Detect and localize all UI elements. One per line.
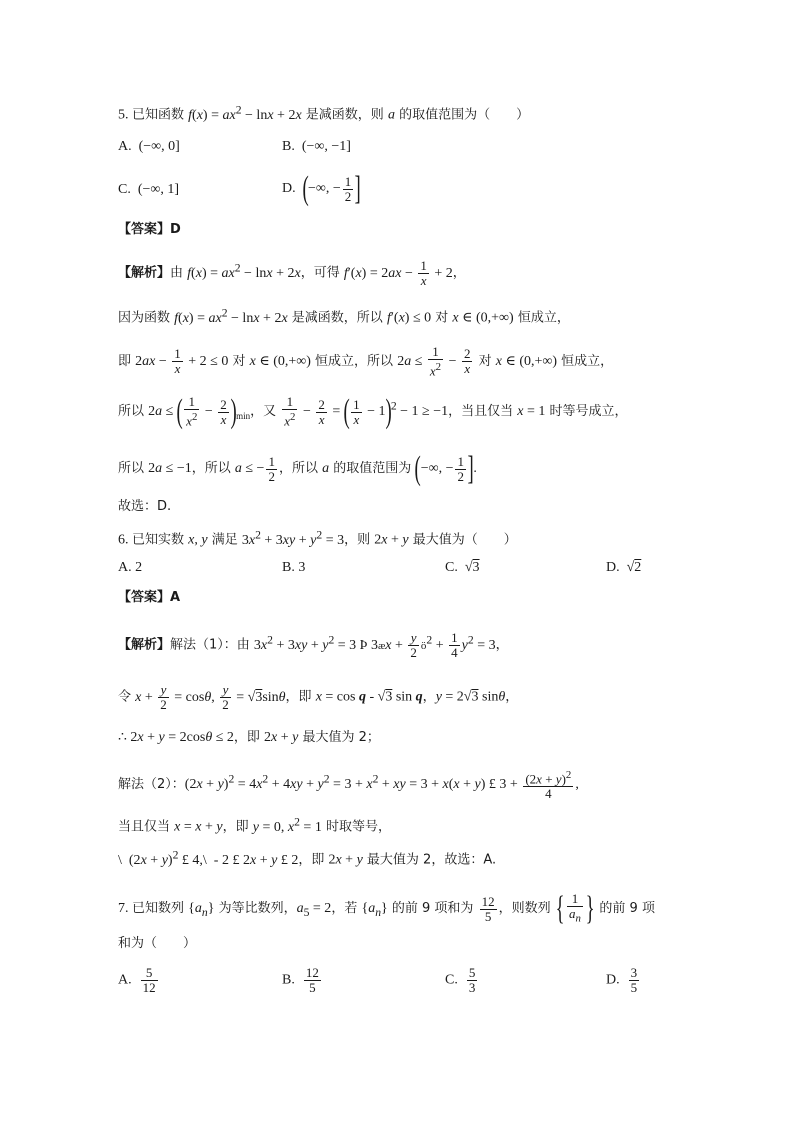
q6-analysis-line-2: 令 x + $\frac{y}{2}$ = cosθ, $\frac{y}{2}$ = √3sinθ，即 x = cos q - √3 sin q，y = 2√3 sinθ， (118, 682, 519, 712)
q5-stem: 5. 已知函数 $f(x) = ax^2 - \ln x + 2x$ 是减函数，则 a 的取值范围为（ ） (118, 103, 530, 123)
q7-option-c[interactable]: C. $\frac{5}{3}$ (445, 965, 476, 995)
q7-option-d[interactable]: D. $\frac{3}{5}$ (606, 965, 638, 995)
q6-option-c[interactable]: C. √3 (445, 560, 480, 575)
q5-option-c[interactable]: C. (−∞, 1] (118, 182, 180, 197)
q5-analysis-line-5: 所以 2a ≤ −1，所以 a ≤ − $\frac{1}{2}$ ，所以 a 的取值范围为 (−∞, − $\frac{1}{2}$ ]. (118, 450, 477, 487)
q6-analysis-line-3: ∴ 2x + y = 2cosθ ≤ 2，即 2x + y 最大值为 2； (118, 730, 380, 745)
q6-answer: 【答案】A (118, 590, 181, 605)
q5-option-b[interactable]: B. (−∞, −1] (282, 139, 351, 154)
q5-analysis-line-2: 因为函数 $f(x) = ax^2 - \ln x + 2x$ 是减函数，所以 f′(x) ≤ 0 对 x ∈ (0,+∞) 恒成立， (118, 306, 570, 326)
q5-option-a[interactable]: A. (−∞, 0] (118, 139, 180, 154)
q5-analysis-line-6: 故选：D. (118, 499, 172, 514)
q6-analysis-line-4: 解法（2）：$(2x + y)^2 = 4x^2 + 4xy + y^2 = 3 + x^2$ + xy = 3 + x(x + y) £ 3 + $\frac{(2x + y)^2}{4}$ , (118, 769, 579, 802)
q6-analysis-line-5: 当且仅当 x = x + y，即 y = 0, $x^2 = 1$ 时取等号， (118, 815, 391, 835)
q6-stem: 6. 已知实数 x, y 满足 $3x^2 + 3xy + y^2 = 3$，则 2x + y 最大值为（ ） (118, 528, 517, 548)
q5-analysis-line-4: 所以 2a ≤ ( $\frac{1}{x^2}$ − $\frac{2}{x}$ )$_{min}$，又 $\frac{1}{x^2}$ − $\frac{2}{x}$ = ( $\frac{1}{x}$ − 1)$^2$ − 1 ≥ −1，当且仅当 x = 1 时等号成立， (118, 393, 628, 430)
q6-option-d[interactable]: D. √2 (606, 560, 642, 575)
q6-option-a[interactable]: A. 2 (118, 560, 143, 575)
q6-analysis-line-1: 【解析】解法（1）：由 $3x^2 + 3xy + y^2 = 3$ Þ 3æx + $\frac{y}{2}$ $ö^2$ + $\frac{1}{4}$ $y^2 = 3$， (118, 629, 509, 660)
q7-stem-line-1: 7. 已知数列 $\{a_n\}$ 为等比数列，$a_5 = 2$，若 $\{a_n\}$ 的前 9 项和为 $\frac{12}{5}$ ，则数列 { $\frac{1}{a_n}$ } 的前 9 项 (118, 890, 655, 927)
q7-option-b[interactable]: B. $\frac{12}{5}$ (282, 965, 319, 995)
q5-analysis-line-1: 【解析】由 $f(x) = ax^2 - \ln x + 2x$，可得 f′(x) = 2ax − $\frac{1}{x}$ + 2， (118, 257, 466, 288)
q7-stem-line-2: 和为（ ） (118, 936, 197, 951)
q7-option-a[interactable]: A. $\frac{5}{12}$ (118, 965, 156, 995)
q6-option-b[interactable]: B. 3 (282, 560, 306, 575)
q6-analysis-line-6: \ $(2x + y)^2$ £ 4,\ - 2 £ 2x + y £ 2，即 2x + y 最大值为 2，故选：A. (118, 848, 497, 868)
q5-option-d[interactable]: D. (−∞, − $\frac{1}{2}$ ] (282, 170, 362, 207)
q5-answer: 【答案】D (118, 222, 181, 237)
q5-analysis-line-3: 即 2ax − $\frac{1}{x}$ + 2 ≤ 0 对 x ∈ (0,+∞) 恒成立，所以 2a ≤ $\frac{1}{x^2}$ − $\frac{2}{x}$ 对 x ∈ (0,+∞) 恒成立， (118, 344, 614, 379)
